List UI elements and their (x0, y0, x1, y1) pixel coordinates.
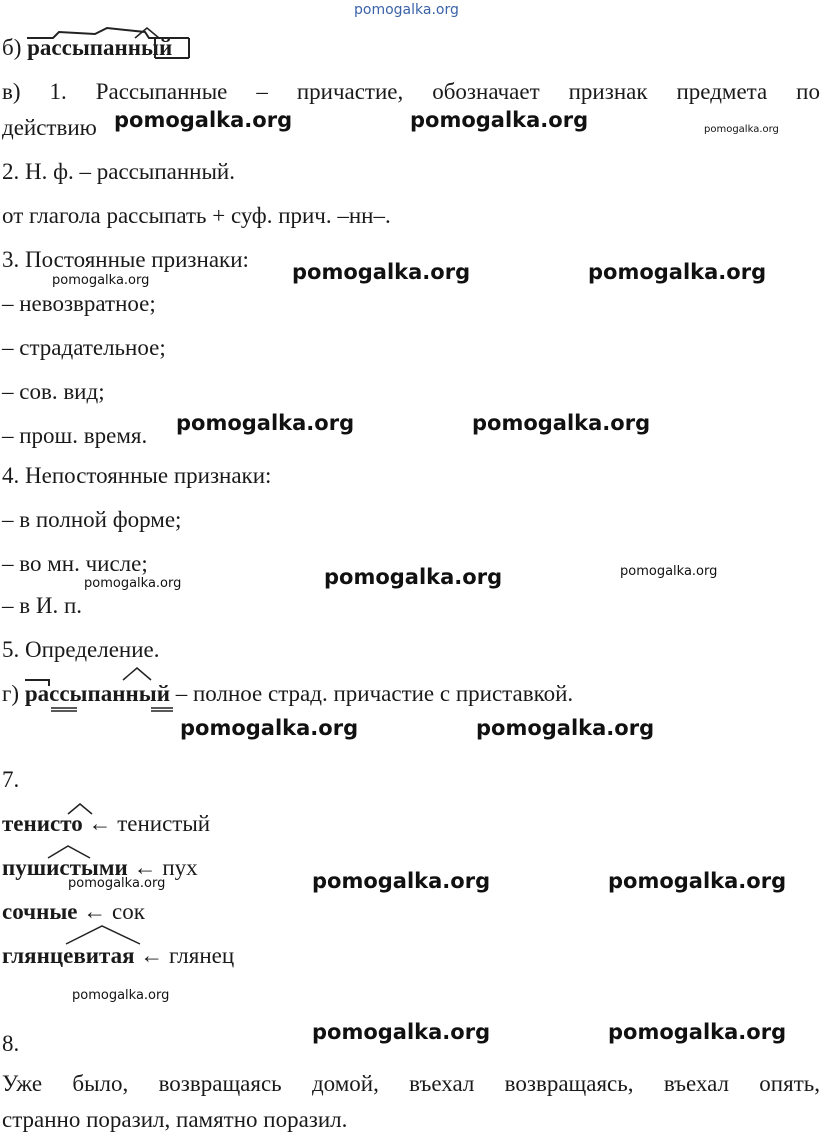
section-v-line2: действию (2, 115, 97, 140)
task-7-row (2, 898, 145, 926)
task-7-row (2, 810, 210, 838)
watermark: pomogalka.org (312, 1020, 491, 1044)
section-v-line1: в) 1. Рассыпанные – причастие, обозначает признак предмета по (2, 79, 820, 104)
watermark: pomogalka.org (68, 876, 166, 891)
section-g-description: – полное страд. причастие с приставкой. (175, 681, 574, 706)
item-2-initial-form: 2. Н. ф. – рассыпанный. (2, 159, 235, 184)
section-b-marker: б) (2, 35, 22, 60)
watermark: pomogalka.org (176, 411, 355, 435)
task-8-number: 8. (2, 1031, 20, 1056)
task-7-row (2, 942, 234, 970)
variable-feature-item: – в И. п. (2, 593, 83, 618)
section-g-line (2, 680, 573, 708)
section-g-word: рассыпанный (25, 680, 170, 708)
task-8-line2: странно поразил, памятно поразил. (2, 1107, 348, 1132)
watermark: pomogalka.org (588, 260, 767, 284)
syntactic-role: 5. Определение. (2, 637, 160, 662)
task-7-number: 7. (2, 767, 20, 792)
variable-features-title: 4. Непостоянные признаки: (2, 463, 272, 488)
watermark: pomogalka.org (476, 716, 655, 740)
watermark: pomogalka.org (608, 869, 787, 893)
derived-word: тенисто (2, 810, 83, 838)
from-verb-line: от глагола рассыпать + суф. прич. –нн–. (2, 203, 391, 228)
source-word: пух (162, 855, 198, 880)
source-word: тенистый (117, 811, 211, 836)
watermark: pomogalka.org (114, 108, 293, 132)
derived-word: глянцевитая (2, 942, 135, 970)
watermark-top: pomogalka.org (354, 2, 459, 18)
derived-word: сочные (2, 899, 78, 924)
watermark: pomogalka.org (410, 108, 589, 132)
task-8-line1: Уже было, возвращаясь домой, въехал возвращаясь, въехал опять, (2, 1071, 820, 1096)
watermark: pomogalka.org (472, 411, 651, 435)
watermark: pomogalka.org (72, 988, 170, 1003)
section-b-word: рассыпанный (27, 34, 172, 62)
derivation-arrow: ← (133, 855, 157, 880)
constant-feature-item: – прош. время. (2, 423, 148, 448)
derived-word: пушистыми (2, 854, 128, 882)
derivation-arrow: ← (83, 899, 107, 924)
source-word: сок (112, 899, 145, 924)
constant-feature-item: – невозвратное; (2, 291, 156, 316)
watermark: pomogalka.org (84, 576, 182, 591)
source-word: глянец (169, 943, 235, 968)
watermark: pomogalka.org (292, 260, 471, 284)
variable-feature-item: – в полной форме; (2, 507, 182, 532)
watermark: pomogalka.org (312, 869, 491, 893)
section-b-line (2, 34, 172, 62)
watermark: pomogalka.org (620, 564, 718, 579)
derivation-arrow: ← (140, 943, 164, 968)
section-g-marker: г) (2, 681, 20, 706)
derivation-arrow: ← (88, 811, 112, 836)
watermark: pomogalka.org (704, 124, 779, 135)
watermark: pomogalka.org (608, 1020, 787, 1044)
constant-feature-item: – страдательное; (2, 335, 166, 360)
variable-feature-item: – во мн. числе; (2, 551, 148, 576)
constant-feature-item: – сов. вид; (2, 379, 105, 404)
watermark: pomogalka.org (324, 565, 503, 589)
constant-features-title: 3. Постоянные признаки: (2, 247, 249, 272)
watermark: pomogalka.org (52, 273, 150, 288)
watermark: pomogalka.org (180, 716, 359, 740)
